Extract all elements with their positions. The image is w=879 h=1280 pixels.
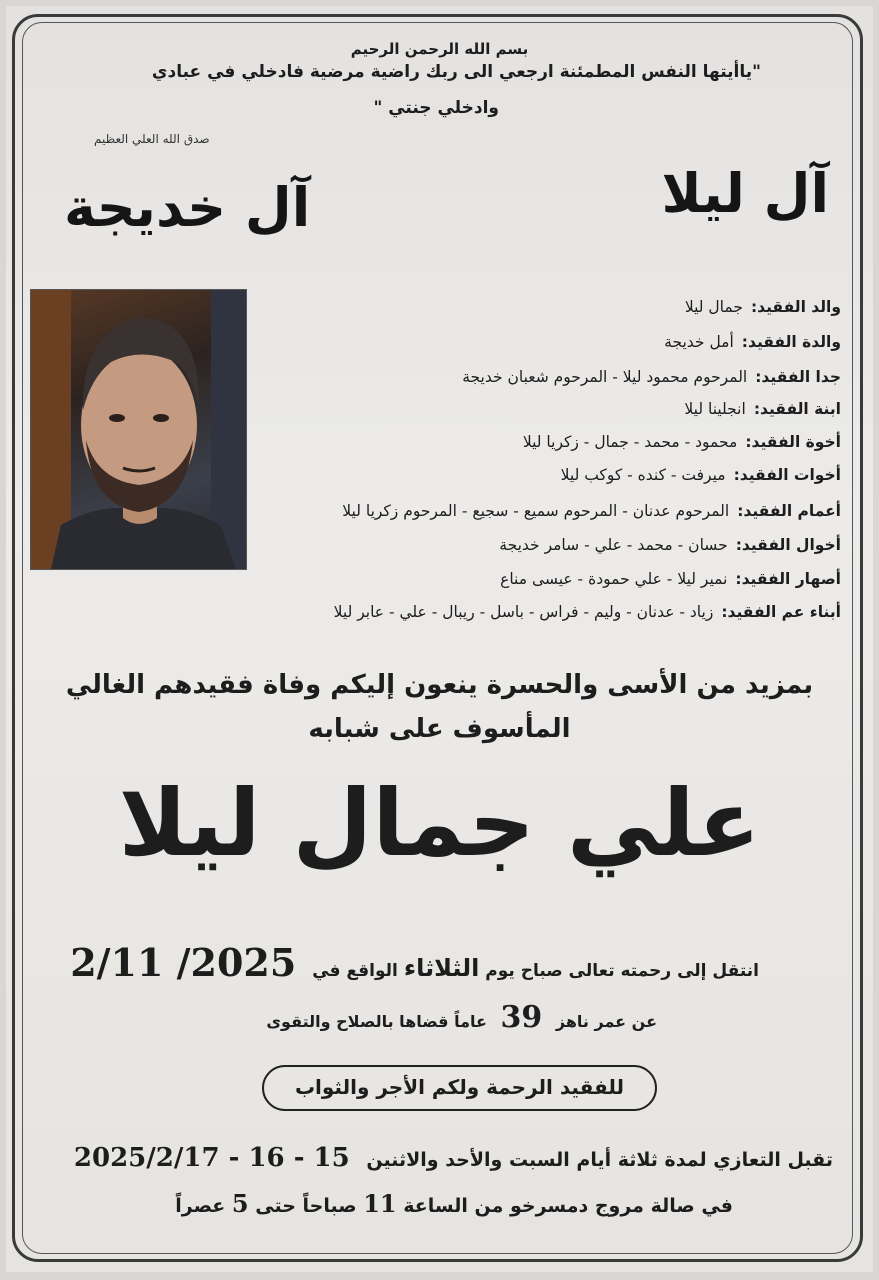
relative-label: أخوال الفقيد:	[735, 536, 841, 554]
verse-closing: صدق الله العلي العظيم	[94, 132, 210, 146]
relative-label: أخوات الفقيد:	[733, 466, 841, 484]
relative-row	[685, 298, 841, 316]
relative-row	[561, 466, 841, 484]
venue-line	[175, 1184, 733, 1226]
relative-label: ابنة الفقيد:	[753, 400, 841, 418]
age-suffix: عاماً قضاها بالصلاح والتقوى	[266, 1012, 487, 1031]
relative-value: المرحوم محمود ليلا - المرحوم شعبان خديجة	[462, 368, 748, 386]
relative-value: حسان - محمد - علي - سامر خديجة	[499, 536, 728, 554]
family-name-right: آل ليلا	[661, 162, 829, 225]
relative-value: المرحوم عدنان - المرحوم سميع - سجيع - المرحوم زكريا ليلا	[342, 502, 730, 520]
announcement-line-2: المأسوف على شبابه	[308, 714, 571, 744]
death-day: الثلاثاء	[403, 954, 480, 982]
quran-verse-line-2: وادخلي جنتي "	[373, 98, 499, 118]
age-years: 39	[500, 1000, 543, 1035]
condolence-text: تقبل التعازي لمدة ثلاثة أيام السبت والأحد والاثنين	[366, 1149, 833, 1171]
basmala: بسم الله الرحمن الرحيم	[350, 40, 529, 58]
relative-value: انجلينا ليلا	[684, 400, 746, 418]
relative-value: ميرفت - كنده - كوكب ليلا	[560, 466, 726, 484]
relative-value: جمال ليلا	[684, 298, 743, 316]
condolence-dates: 15 - 16 - 2025/2/17	[73, 1143, 350, 1173]
relative-row	[684, 400, 841, 418]
venue-hour-end: 5	[231, 1189, 249, 1218]
relative-label: أصهار الفقيد:	[735, 570, 841, 588]
prayer-box: للفقيد الرحمة ولكم الأجر والثواب	[262, 1065, 657, 1111]
quran-verse-line-1: "ياأيتها النفس المطمئنة ارجعي الى ربك راضية مرضية فادخلي في عبادي	[151, 62, 761, 82]
relative-label: أبناء عم الفقيد:	[721, 603, 841, 621]
relative-label: والد الفقيد:	[750, 298, 841, 316]
relative-value: أمل خديجة	[664, 333, 734, 351]
condolence-line	[74, 1136, 833, 1182]
venue-hour-start: 11	[363, 1189, 397, 1218]
relative-label: جدا الفقيد:	[755, 368, 841, 386]
venue-prefix: في صالة مروج دمسرخو من الساعة	[403, 1195, 733, 1217]
death-prefix: انتقل إلى رحمته تعالى صباح يوم	[485, 961, 759, 981]
announcement-line-1: بمزيد من الأسى والحسرة ينعون إليكم وفاة فقيدهم الغالي	[65, 670, 814, 700]
age-prefix: عن عمر ناهز	[555, 1012, 657, 1031]
age-line	[266, 998, 657, 1042]
relative-label: أخوة الفقيد:	[745, 433, 841, 451]
relative-row	[499, 536, 841, 554]
relative-value: زياد - عدنان - وليم - فراس - باسل - ريبال - علي - عابر ليلا	[333, 603, 714, 621]
relative-row	[664, 333, 841, 351]
relative-row	[523, 433, 841, 451]
relative-row	[462, 368, 841, 386]
venue-suffix: عصراً	[175, 1195, 226, 1217]
relative-label: أعمام الفقيد:	[737, 502, 841, 520]
relative-row	[342, 502, 841, 520]
deceased-photo	[30, 289, 247, 570]
deceased-name: علي جمال ليلا	[118, 770, 761, 877]
relative-label: والدة الفقيد:	[741, 333, 841, 351]
venue-mid: صباحاً حتى	[255, 1195, 357, 1217]
relative-row	[500, 570, 841, 588]
death-line	[70, 938, 759, 996]
death-date: 2025/ 2/11	[70, 940, 297, 985]
relative-row	[334, 603, 841, 621]
relative-value: نمير ليلا - علي حمودة - عيسى مناع	[500, 570, 728, 588]
family-name-left: آل خديجة	[64, 176, 311, 239]
relative-value: محمود - محمد - جمال - زكريا ليلا	[522, 433, 738, 451]
death-dated: الواقع في	[312, 961, 398, 981]
